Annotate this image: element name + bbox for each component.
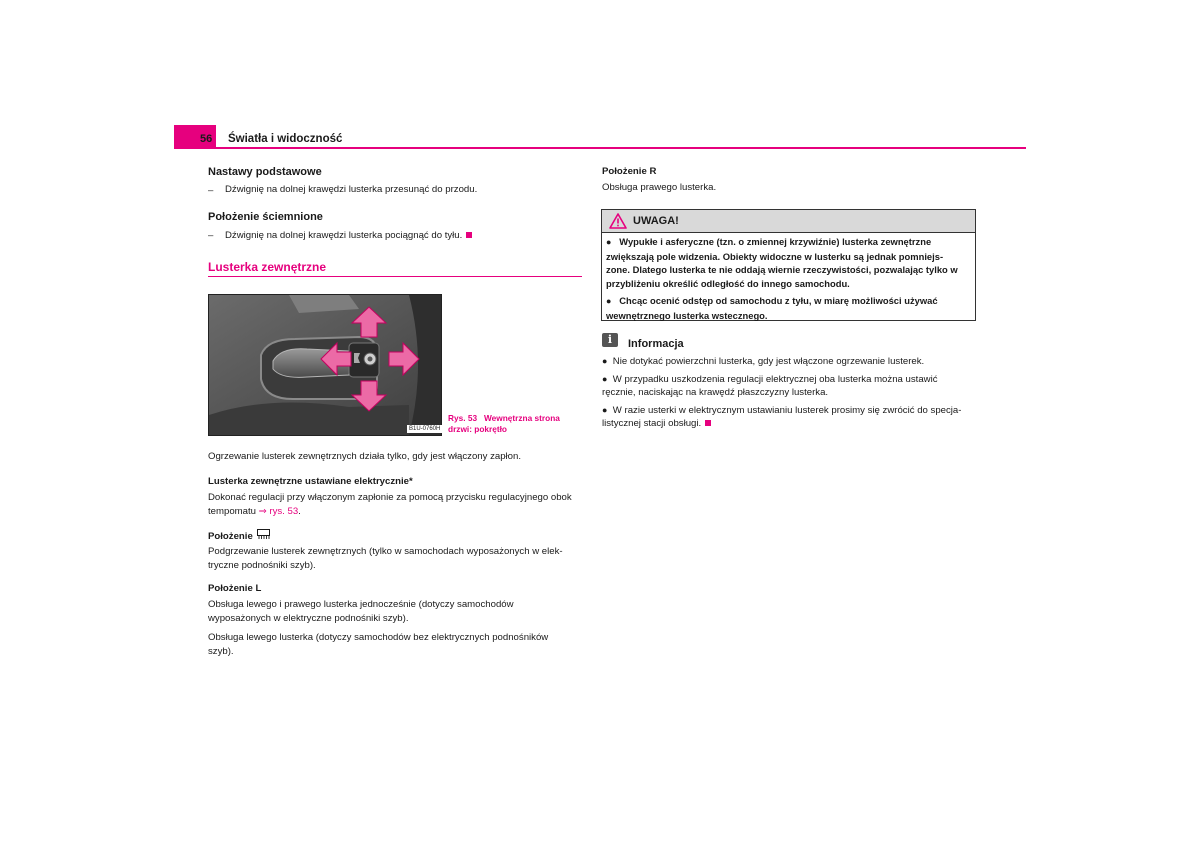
heading-pos-heat — [208, 529, 270, 542]
pos-heat-line-1: Podgrzewanie lusterek zewnętrznych (tylko w samochodach wyposażonych w elek- — [208, 546, 563, 557]
heading-sciemnione: Położenie ściemnione — [208, 211, 323, 223]
caption-line-2: drzwi: pokrętło — [448, 424, 508, 434]
info-2-line-1: W przypadku uszkodzenia regulacji elektrycznej oba lusterka można ustawić — [612, 374, 938, 385]
item-sciemnione — [225, 229, 472, 243]
paragraph-heating: Ogrzewanie lusterek zewnętrznych działa tylko, gdy jest włączony zapłon. — [208, 451, 522, 462]
info-icon: i — [602, 333, 618, 347]
info-item-1 — [602, 354, 924, 369]
info-3-line-2: listycznej stacji obsługi. — [602, 418, 702, 429]
heading-pos-r: Położenie R — [602, 166, 657, 177]
figure-reference-link[interactable]: ⇒ rys. 53 — [258, 506, 299, 517]
warning-2-line-1: Chcąc ocenić odstęp od samochodu z tyłu, w miarę możliwości używać — [619, 294, 938, 306]
pos-l-p2-line-2: szyb). — [208, 646, 234, 657]
warning-item-2 — [606, 294, 972, 322]
info-item-3-cont — [602, 417, 711, 431]
warning-1-line-3: zone. Dlatego lusterka te nie oddają wiernie rzeczywistości, pozwalając tylko w — [606, 264, 958, 276]
pos-l-p1-line-1: Obsługa lewego i prawego lusterka jednocześnie (dotyczy samochodów — [208, 599, 514, 610]
electric-line-1: Dokonać regulacji przy włączonym zapłonie za pomocą przycisku regulacyjnego obok — [208, 492, 572, 503]
electric-line-2 — [208, 505, 301, 519]
pos-l-p1-line-2: wyposażonych w elektryczne podnośniki szyb). — [208, 613, 409, 624]
pos-heat-label: Położenie — [208, 531, 253, 542]
section-heading-lusterka: Lusterka zewnętrzne — [208, 260, 327, 274]
info-item-3 — [602, 403, 961, 418]
electric-line-2-suffix: . — [298, 506, 301, 517]
warning-triangle-icon — [609, 213, 627, 229]
heading-pos-l: Położenie L — [208, 583, 262, 594]
page-number: 56 — [200, 133, 213, 145]
figure-code: B1U-0760H — [409, 426, 441, 432]
info-item-2 — [602, 372, 938, 387]
door-handle-figure — [208, 294, 442, 436]
item-sciemnione-text: Dźwignię na dolnej krawędzi lusterka pociągnąć do tyłu. — [225, 230, 463, 241]
warning-box — [601, 209, 976, 321]
page-title: Światła i widoczność — [228, 133, 343, 145]
warning-header — [602, 210, 975, 233]
dash: – — [208, 185, 214, 196]
bullet: ● — [606, 295, 612, 306]
bullet: ● — [602, 356, 608, 366]
info-3-line-1: W razie usterki w elektrycznym ustawianiu lusterek prosimy się zwrócić do specja- — [612, 405, 962, 416]
end-mark — [466, 232, 472, 238]
item-nastawy: Dźwignię na dolnej krawędzi lusterka przesunąć do przodu. — [225, 184, 478, 195]
pos-l-p2-line-1: Obsługa lewego lusterka (dotyczy samochodów bez elektrycznych podnośników — [208, 632, 549, 643]
dash: – — [208, 230, 214, 241]
warning-item-1 — [606, 235, 972, 291]
warning-1-line-4: przybliżeniu określić odległość do innego samochodu. — [606, 278, 850, 290]
bullet: ● — [606, 237, 612, 247]
info-1-text: Nie dotykać powierzchni lusterka, gdy jest włączone ogrzewanie lusterek. — [612, 356, 925, 367]
section-rule — [208, 276, 582, 277]
info-title: Informacja — [628, 338, 684, 350]
door-illustration — [209, 295, 441, 435]
heading-electric: Lusterka zewnętrzne ustawiane elektrycznie* — [208, 476, 413, 487]
end-mark — [705, 420, 711, 426]
info-2-line-2: ręcznie, naciskając na krawędź płaszczyzny lusterka. — [602, 387, 829, 398]
bullet: ● — [602, 405, 608, 415]
heading-nastawy: Nastawy podstawowe — [208, 166, 322, 178]
warning-body — [606, 235, 972, 322]
warning-2-line-2: wewnętrznego lusterka wstecznego. — [606, 309, 768, 321]
electric-line-2-prefix: tempomatu — [208, 506, 259, 517]
pos-r-text: Obsługa prawego lusterka. — [602, 182, 717, 193]
header-rule — [174, 147, 1026, 149]
pos-heat-line-2: tryczne podnośniki szyb). — [208, 560, 316, 571]
figure-caption — [448, 413, 560, 435]
bullet: ● — [602, 374, 608, 384]
warning-1-line-2: zwiększają pole widzenia. Obiekty widoczne w lusterku są jednak pomniejs- — [606, 250, 944, 262]
warning-1-line-1: Wypukłe i asferyczne (tzn. o zmiennej krzywiźnie) lusterka zewnętrzne — [619, 236, 932, 247]
warning-title: UWAGA! — [633, 215, 679, 227]
caption-line-1: Rys. 53 Wewnętrzna strona — [448, 413, 560, 423]
heated-mirror-icon — [257, 529, 270, 540]
